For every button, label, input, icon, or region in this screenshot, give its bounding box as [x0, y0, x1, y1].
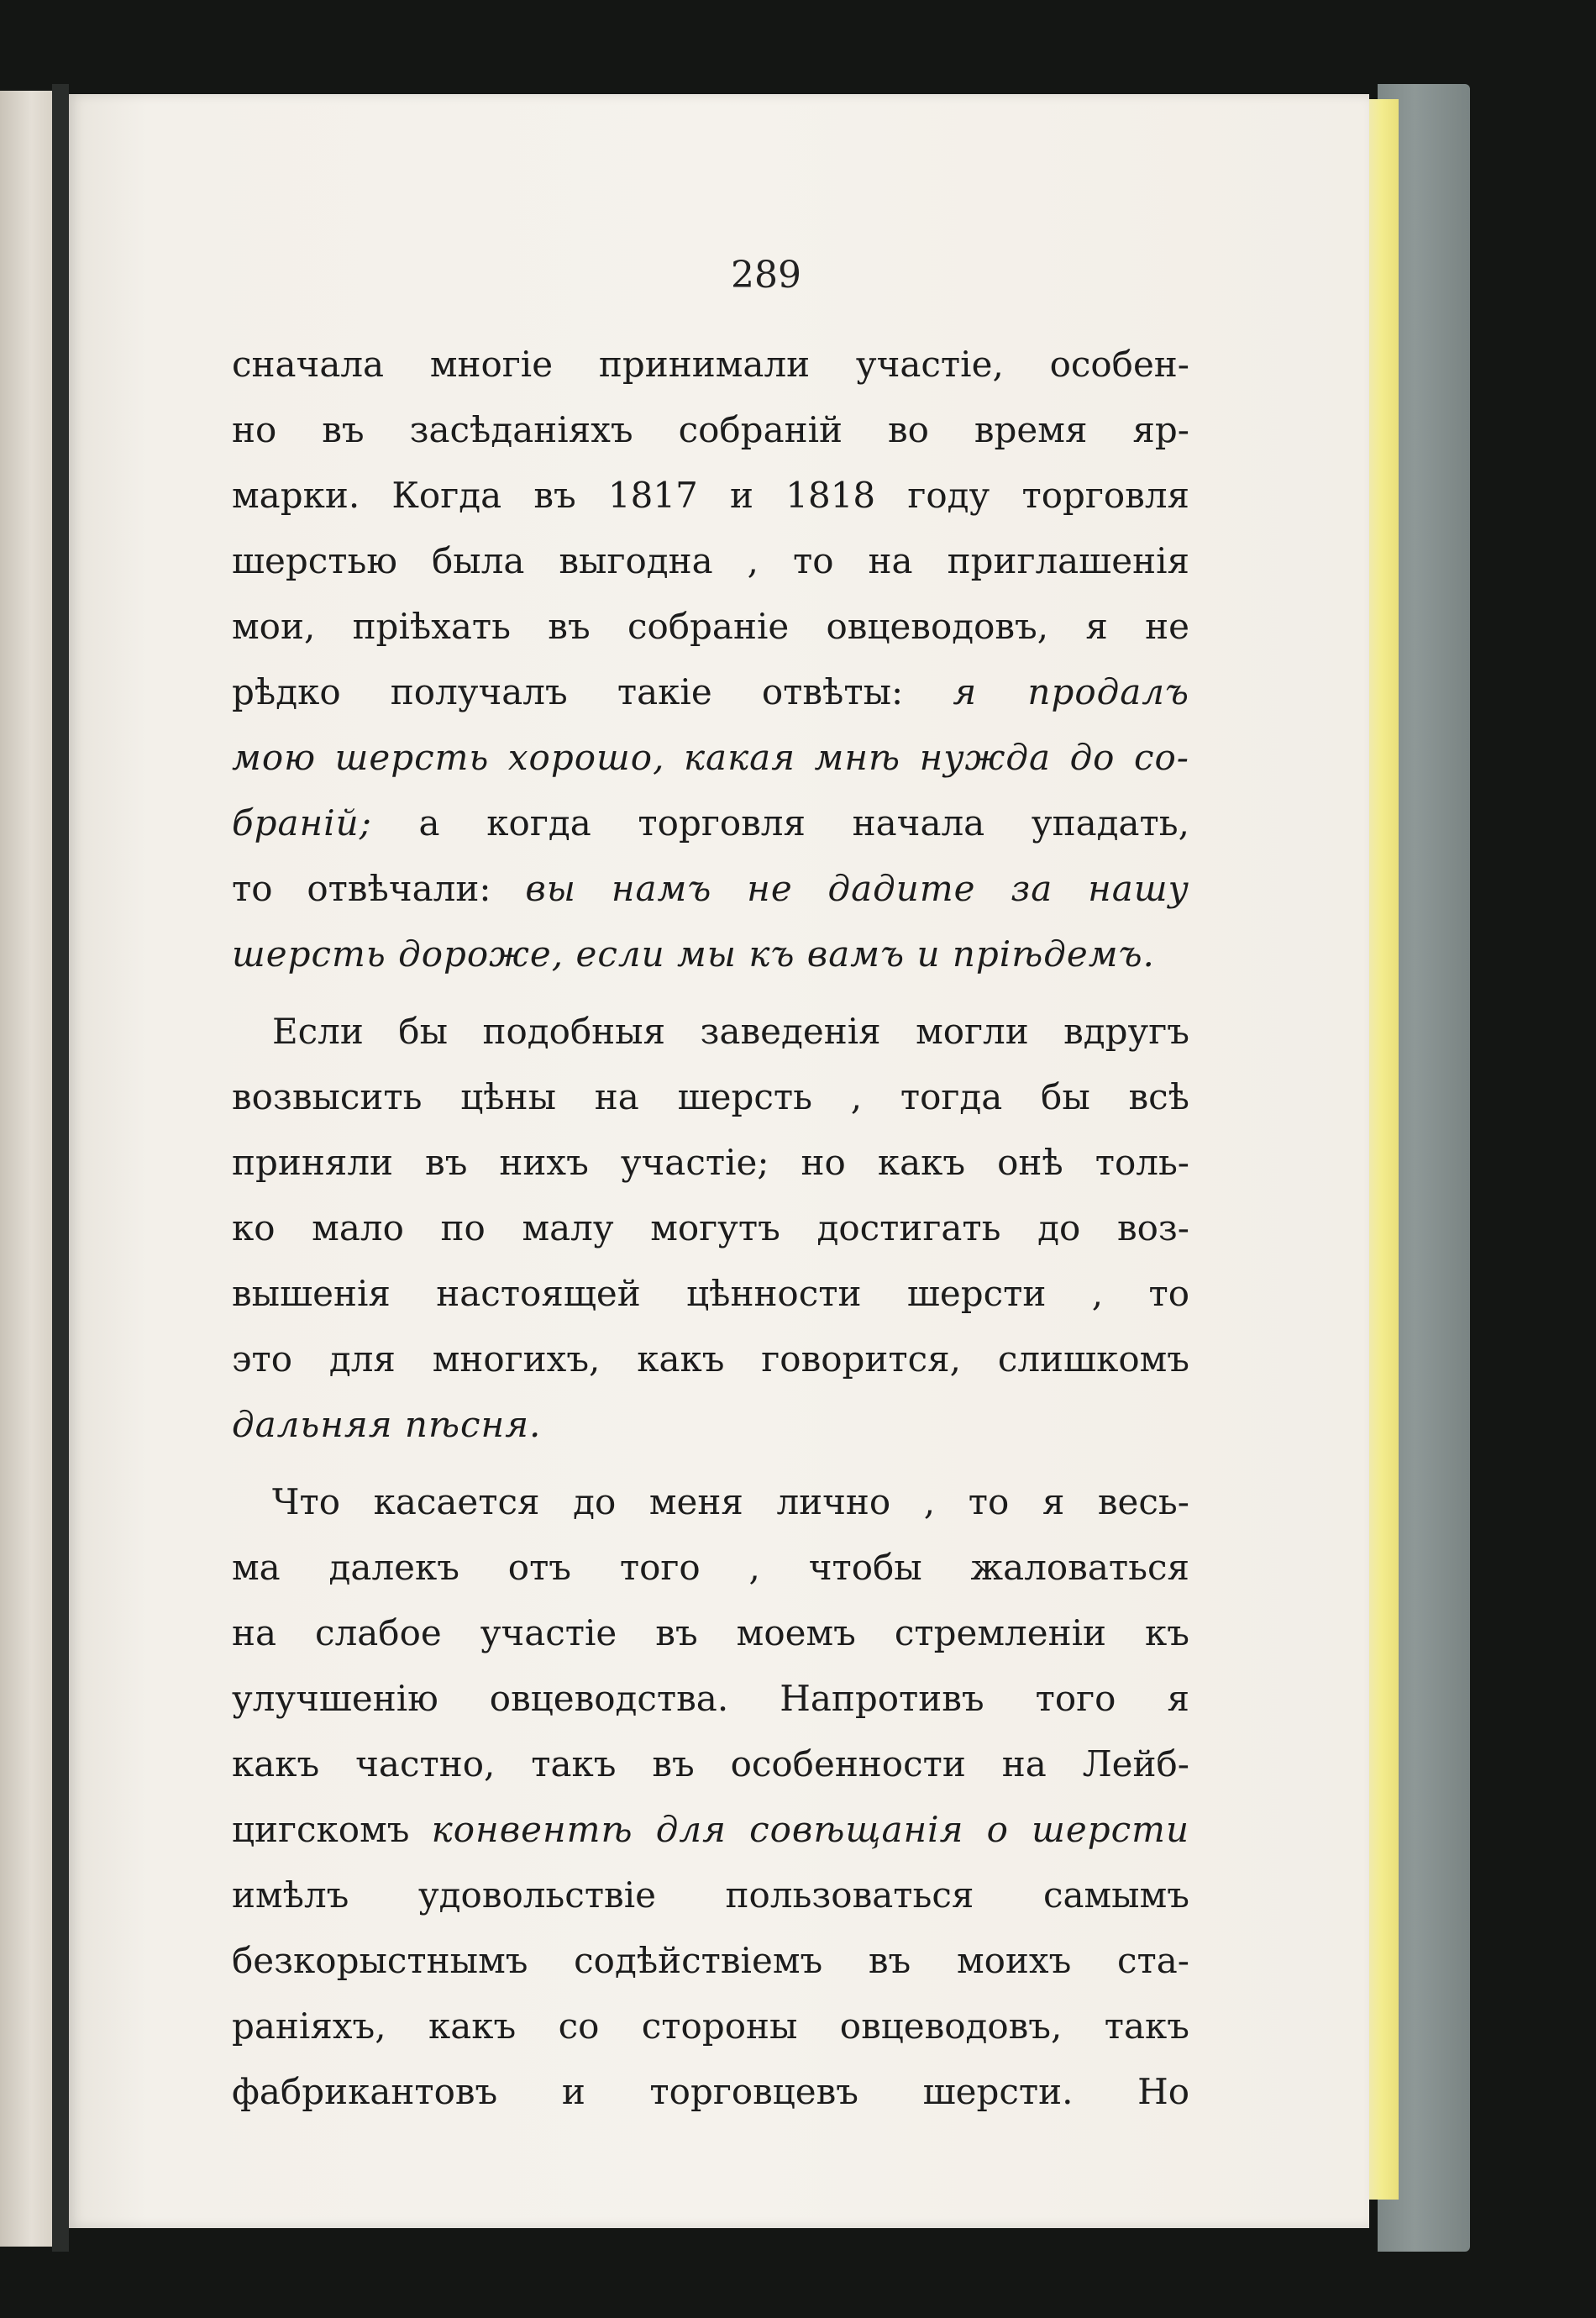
text-run: улучшенію овцеводства. Напротивъ того я — [232, 1678, 1189, 1719]
text-line — [232, 791, 1189, 856]
text-run: это для многихъ, какъ говорится, слишкомъ — [232, 1338, 1189, 1380]
text-run: вышенія настоящей цѣнности шерсти , то — [232, 1273, 1189, 1314]
italic-text-run: шерсть дороже, если мы къ вамъ и пріѣдемъ. — [232, 933, 1155, 975]
italic-text-run: вы намъ не дадите за нашу — [525, 868, 1189, 909]
text-run: безкорыстнымъ содѣйствіемъ въ моихъ ста- — [232, 1940, 1189, 1981]
facing-page-edge — [0, 91, 54, 2247]
text-run: то отвѣчали: — [232, 868, 526, 909]
text-line — [232, 1130, 1189, 1196]
text-run: ко мало по малу могутъ достигать до воз- — [232, 1207, 1189, 1248]
text-run: мои, пріѣхать въ собраніе овцеводовъ, я не — [232, 606, 1189, 647]
text-line — [232, 332, 1189, 397]
text-run: сначала многіе принимали участіе, особен- — [232, 344, 1189, 385]
text-line — [232, 725, 1189, 791]
text-line — [232, 1535, 1189, 1601]
text-run: но въ засѣданіяхъ собраній во время яр- — [232, 409, 1189, 450]
text-line — [232, 397, 1189, 463]
text-line — [232, 999, 1189, 1064]
italic-text-run: мою шерсть хорошо, какая мнѣ нужда до со- — [232, 737, 1189, 778]
text-line — [232, 528, 1189, 594]
italic-text-run: я продалъ — [953, 671, 1190, 712]
text-line — [232, 1797, 1189, 1863]
text-run: какъ частно, такъ въ особенности на Лейб- — [232, 1743, 1189, 1784]
text-line — [232, 856, 1189, 922]
text-line — [232, 2059, 1189, 2125]
italic-text-run: дальняя пѣсня. — [232, 1404, 542, 1445]
text-run: возвысить цѣны на шерсть , тогда бы всѣ — [232, 1076, 1189, 1117]
text-line — [232, 1327, 1189, 1392]
body-text — [232, 332, 1189, 2125]
text-line — [232, 1196, 1189, 1261]
text-line — [232, 1994, 1189, 2059]
text-run: Если бы подобныя заведенія могли вдругъ — [272, 1011, 1189, 1052]
text-run: имѣлъ удовольствіе пользоваться самымъ — [232, 1874, 1189, 1916]
italic-text-run: конвентѣ для совѣщанія о шерсти — [431, 1809, 1189, 1850]
text-run: на слабое участіе въ моемъ стремленіи къ — [232, 1612, 1189, 1653]
text-line — [232, 1863, 1189, 1928]
text-run: цигскомъ — [232, 1809, 432, 1850]
text-line — [232, 1392, 1189, 1458]
text-run: приняли въ нихъ участіе; но какъ онѣ толь- — [232, 1142, 1189, 1183]
book-gutter — [52, 84, 69, 2252]
text-run: марки. Когда въ 1817 и 1818 году торговля — [232, 475, 1189, 516]
text-line — [232, 463, 1189, 528]
text-line — [232, 1666, 1189, 1732]
text-line — [232, 922, 1189, 987]
text-run: а когда торговля начала упадать, — [371, 802, 1189, 844]
text-line — [232, 1601, 1189, 1666]
italic-text-run: браній; — [232, 802, 372, 844]
page-number: 289 — [731, 254, 801, 297]
text-run: фабрикантовъ и торговцевъ шерсти. Но — [232, 2071, 1189, 2112]
text-line — [232, 1064, 1189, 1130]
text-run: Что касается до меня лично , то я весь- — [272, 1481, 1189, 1522]
text-line — [232, 594, 1189, 660]
text-line — [232, 1928, 1189, 1994]
text-line — [232, 660, 1189, 725]
text-line — [232, 1261, 1189, 1327]
page-edges — [1365, 99, 1399, 2200]
text-run: рѣдко получалъ такіе отвѣты: — [232, 671, 953, 712]
text-run: раніяхъ, какъ со стороны овцеводовъ, такъ — [232, 2005, 1189, 2047]
text-run: ма далекъ отъ того , чтобы жаловаться — [232, 1547, 1189, 1588]
text-line — [232, 1732, 1189, 1797]
text-run: шерстью была выгодна , то на приглашенія — [232, 540, 1189, 581]
text-line — [232, 1469, 1189, 1535]
